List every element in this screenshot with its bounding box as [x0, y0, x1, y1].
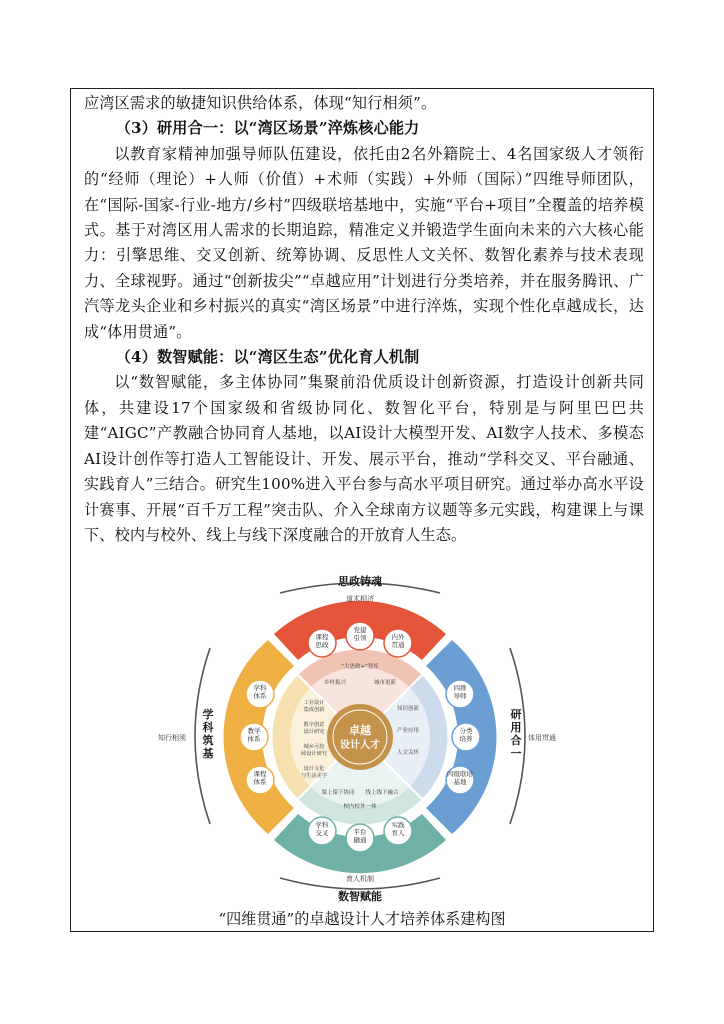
vertical-title-char: 一 — [510, 747, 522, 760]
ring-node — [346, 622, 374, 650]
ring-node — [346, 824, 374, 852]
svg-text:培养: 培养 — [459, 735, 473, 743]
ring-node — [246, 766, 274, 794]
center-label-1: 卓越 — [349, 724, 371, 737]
vertical-title-char: 合 — [510, 734, 522, 747]
inner-left-label: 设计文化 — [303, 766, 325, 772]
bottom-subtitle: 育人机制 — [346, 875, 374, 883]
inner-bottom-left-label: 课上课下协同 — [321, 790, 355, 796]
svg-text:实践: 实践 — [391, 821, 405, 829]
svg-text:教学: 教学 — [247, 727, 261, 735]
svg-text:育人: 育人 — [391, 829, 405, 837]
ring-node — [384, 629, 412, 657]
paragraph: 应湾区需求的敏捷知识供给体系，体现“知行相须”。 — [84, 94, 437, 112]
inner-right-label: 知识创新 — [396, 706, 420, 712]
center-label-2: 设计人才 — [340, 740, 380, 751]
vertical-title-char: 学 — [202, 708, 214, 721]
svg-text:基地: 基地 — [453, 778, 467, 786]
section-heading-4: （4）数智赋能：以“湾区生态”优化育人机制 — [115, 348, 420, 367]
right-subtitle: 体用贯通 — [528, 734, 556, 742]
paragraph: 以“数智赋能，多主体协同”集聚前沿优质设计创新资源，打造设计创新共同体，共建设17个国家级和省级协同化、数智化平台，特别是与阿里巴巴共建“AIGC”产教融合协同育人基地，以AI设计大模型开发、AI数字人技术、多模态AI设计创作等打造人工智能设计、开发、展示平台，推动“学科交叉、平台融通、实践育人”三结合。研究生100%进入平台参与高水平项目研究。通过举办高水平设计赛事、开展“百千万工程”突击队、介入全球南方议题等多元实践，构建课上与课下、校内与校外、线上与线下深度融合的开放育人生态。 — [84, 373, 644, 544]
inner-left-label: 城乡可持 — [303, 744, 325, 750]
ring-node — [308, 817, 336, 845]
svg-text:内外: 内外 — [391, 633, 405, 641]
svg-text:体系: 体系 — [253, 692, 267, 700]
inner-top-right-label: 城市更新 — [373, 680, 397, 686]
inner-left-label: 数字创意 — [303, 722, 325, 728]
ring-node — [446, 766, 474, 794]
left-subtitle: 知行相须 — [158, 734, 186, 742]
inner-top-left-label: 乡村振兴 — [323, 680, 347, 686]
figure-caption: “四维贯通”的卓越设计人才培养体系建构图 — [218, 910, 506, 928]
top-title: 思政铸魂 — [338, 575, 382, 588]
svg-text:四维: 四维 — [453, 684, 467, 692]
svg-text:分类: 分类 — [459, 727, 473, 735]
top-subtitle: 道术相济 — [346, 595, 374, 603]
svg-text:与生活美学: 与生活美学 — [301, 773, 327, 779]
ring-node — [446, 680, 474, 708]
svg-text:交叉: 交叉 — [315, 829, 329, 837]
svg-text:设计研究: 设计研究 — [303, 729, 325, 735]
bottom-title: 数智赋能 — [338, 890, 382, 903]
vertical-title-char: 科 — [202, 721, 214, 734]
ring-node — [308, 629, 336, 657]
svg-text:党建: 党建 — [353, 626, 367, 634]
svg-text:续设计研究: 续设计研究 — [301, 751, 327, 757]
inner-bottom-label: 校内校外一体 — [343, 804, 377, 810]
svg-text:平台: 平台 — [353, 828, 367, 836]
svg-text:课程: 课程 — [315, 633, 329, 641]
talent-system-diagram — [150, 568, 570, 906]
svg-text:导师: 导师 — [453, 692, 467, 700]
vertical-title-char: 研 — [510, 708, 522, 721]
left-title — [202, 707, 215, 760]
body-text — [84, 91, 644, 548]
vertical-title-char: 基 — [202, 747, 214, 760]
right-title — [511, 707, 522, 760]
svg-text:学科: 学科 — [253, 684, 267, 692]
svg-text:融通: 融通 — [353, 836, 367, 844]
svg-text:思政: 思政 — [315, 641, 329, 649]
inner-top-label: “大思政+”智库 — [341, 664, 379, 670]
section-heading-3: （3）研用合一：以“湾区场景”淬炼核心能力 — [115, 119, 420, 138]
ring-node — [240, 723, 268, 751]
svg-text:学科: 学科 — [315, 821, 329, 829]
svg-text:集成创新: 集成创新 — [303, 707, 325, 713]
vertical-title-char: 用 — [510, 721, 522, 734]
svg-text:课程: 课程 — [253, 770, 267, 778]
svg-text:体系: 体系 — [253, 778, 267, 786]
svg-text:引领: 引领 — [353, 634, 367, 642]
center-circle — [327, 704, 393, 770]
paragraph: 以教育家精神加强导师队伍建设，依托由2名外籍院士、4名国家级人才领衔的“经师（理论）+人师（价值）+术师（实践）+外师（国际）”四维导师团队，在“国际-国家-行业-地方/乡村”四级联培基地中，实施“平台+项目”全覆盖的培养模式。基于对湾区用人需求的长期追踪，精准定义并锻造学生面向未来的六大核心能力：引擎思维、交叉创新、统筹协调、反思性人文关怀、数智化素养与技术表现力、全球视野。通过“创新拔尖”“卓越应用”计划进行分类培养，并在服务腾讯、广汽等龙头企业和乡村振兴的真实“湾区场景”中进行淬炼，实现个性化卓越成长，达成“体用贯通”。 — [84, 144, 644, 341]
ring-node — [452, 723, 480, 751]
ring-node — [384, 817, 412, 845]
vertical-title-char: 筑 — [202, 734, 214, 747]
svg-text:四级联培: 四级联培 — [447, 770, 473, 778]
svg-text:贯通: 贯通 — [391, 641, 405, 649]
inner-right-label: 人文关怀 — [396, 750, 420, 756]
inner-left-label: 工业设计 — [303, 700, 325, 706]
inner-bottom-right-label: 线上线下融合 — [365, 790, 399, 796]
ring-node — [246, 680, 274, 708]
svg-text:体系: 体系 — [247, 735, 261, 743]
inner-right-label: 产业应用 — [396, 728, 420, 734]
